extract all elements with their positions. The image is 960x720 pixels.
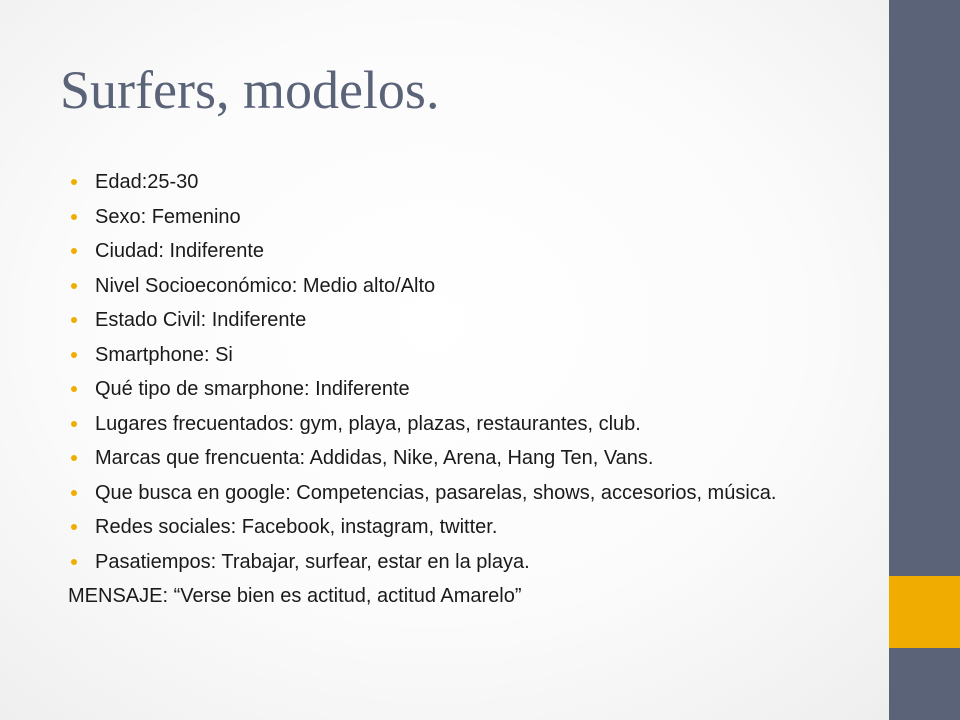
bullet-icon [71,490,77,496]
bullet-icon [71,214,77,220]
bullet-item [68,274,868,298]
bullet-icon [71,386,77,392]
accent-block [889,576,960,648]
bullet-text: Lugares frecuentados: gym, playa, plazas, restaurantes, club. [95,412,641,435]
bullet-icon [71,524,77,530]
bullet-icon [71,455,77,461]
message-text: MENSAJE: “Verse bien es actitud, actitud Amarelo” [68,585,522,607]
bullet-text: Sexo: Femenino [95,205,241,228]
bullet-icon [71,352,77,358]
bullet-item [68,308,868,332]
bullet-icon [71,283,77,289]
bullet-item [68,239,868,263]
bullet-text: Smartphone: Si [95,343,233,366]
bullet-text: Edad:25-30 [95,171,199,193]
bullet-icon [71,179,77,185]
slide-title: Surfers, modelos. [60,60,440,120]
bullet-icon [71,559,77,565]
bullet-item [68,412,868,436]
bullet-text: Nivel Socioeconómico: Medio alto/Alto [95,274,436,297]
bullet-text: Qué tipo de smarphone: Indiferente [95,378,410,400]
bullet-item [68,446,868,470]
bullet-text: Redes sociales: Facebook, instagram, twitter. [95,516,498,538]
bullet-item [68,481,868,505]
bullet-text: Que busca en google: Competencias, pasarelas, shows, accesorios, música. [95,481,777,504]
bullet-item [68,377,868,401]
bullet-text: Ciudad: Indiferente [95,240,265,262]
bullet-icon [71,248,77,254]
bullet-text: Marcas que frencuenta: Addidas, Nike, Arena, Hang Ten, Vans. [95,447,654,469]
bullet-item [68,205,868,229]
bullet-icon [71,317,77,323]
bullet-item [68,343,868,367]
bullet-text: Estado Civil: Indiferente [95,309,307,331]
bullet-item [68,515,868,539]
bullet-icon [71,421,77,427]
bullet-list [68,170,868,574]
bullet-text: Pasatiempos: Trabajar, surfear, estar en la playa. [95,550,530,573]
slide-content [68,170,868,608]
bullet-item [68,550,868,574]
bullet-item [68,170,868,194]
